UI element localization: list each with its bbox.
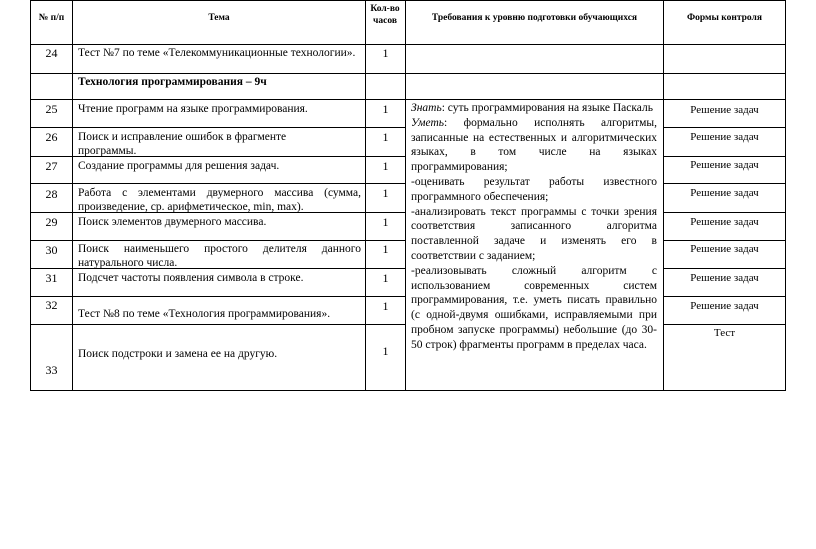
header-num: № п/п <box>38 13 65 23</box>
row-number: 27 <box>45 159 58 173</box>
header-requirements: Требования к уровню подготовки обучающихся <box>431 13 638 23</box>
row-hours: 1 <box>382 344 389 358</box>
row-divider <box>30 73 786 74</box>
row-theme: Подсчет частоты появления символа в строке. <box>78 272 304 284</box>
row-hours: 1 <box>382 299 389 313</box>
row-number: 32 <box>45 298 58 312</box>
requirements-text <box>406 101 663 353</box>
row-number: 28 <box>45 187 58 201</box>
row-theme: Поиск и исправление ошибок в фрагменте программы. <box>78 131 287 157</box>
table-border-right <box>785 0 786 391</box>
table-border-top <box>30 0 786 1</box>
row-divider <box>30 324 406 325</box>
row-divider <box>663 296 786 297</box>
row-number: 31 <box>45 271 58 285</box>
row-hours: 1 <box>382 186 389 200</box>
row-hours: 1 <box>382 242 389 256</box>
row-divider <box>30 183 406 184</box>
row-theme: Поиск наименьшего простого делителя данного натурального числа. <box>78 243 361 269</box>
requirements-know <box>411 101 657 116</box>
row-theme: Поиск элементов двумерного массива. <box>78 216 267 228</box>
header-hours: Кол-во часов <box>370 4 400 26</box>
row-control: Решение задач <box>690 159 759 171</box>
row-divider <box>30 99 786 100</box>
can-label: Уметь <box>411 116 444 129</box>
row-theme: Поиск подстроки и замена ее на другую. <box>78 348 278 360</box>
row-divider <box>30 127 406 128</box>
requirements-item: -реализовывать сложный алгоритм с использованием современных систем программирования, т.е. уметь писать правильно (с одной-двумя ошибками, исправляемыми при пробном запуске программы) небольшие (до 30-50 строк) фрагменты программ в пределах часа. <box>411 264 657 351</box>
row-hours: 1 <box>382 130 389 144</box>
row-divider <box>30 296 406 297</box>
row-control: Тест <box>713 327 736 339</box>
row-control: Решение задач <box>690 187 759 199</box>
row-hours: 1 <box>382 102 389 116</box>
row-control: Решение задач <box>690 216 759 228</box>
row-divider <box>663 324 786 325</box>
table-border-bottom <box>30 390 786 391</box>
row-control: Решение задач <box>690 104 759 116</box>
row-hours: 1 <box>382 215 389 229</box>
row-number: 25 <box>45 102 58 116</box>
row-hours: 1 <box>382 271 389 285</box>
row-divider <box>30 44 786 45</box>
row-divider <box>663 240 786 241</box>
row-divider <box>663 212 786 213</box>
row-theme: Тест №8 по теме «Технология программирования». <box>78 308 331 320</box>
know-text: : суть программирования на языке Паскаль <box>441 102 653 114</box>
know-label: Знать <box>411 102 442 114</box>
row-theme: Чтение программ на языке программирования. <box>78 103 308 115</box>
row-hours: 1 <box>382 46 389 60</box>
row-number: 24 <box>45 46 58 60</box>
can-text: : формально исполнять алгоритмы, записанные на естественных и алгоритмических языках, в том числе на языках программирования; <box>411 116 657 174</box>
row-theme: Создание программы для решения задач. <box>78 160 280 172</box>
row-number: 33 <box>45 363 58 377</box>
row-control: Решение задач <box>690 131 759 143</box>
header-control: Формы контроля <box>686 13 763 23</box>
requirements-item: -анализировать текст программы с точки зрения соответствия записанного алгоритма поставленной задаче и изменять его в соответствии с заданием; <box>411 205 657 262</box>
row-divider <box>30 240 406 241</box>
section-title: Технология программирования – 9ч <box>78 76 267 88</box>
row-control: Решение задач <box>690 243 759 255</box>
row-theme: Работа с элементами двумерного массива (сумма, произведение, ср. арифметическое, min, max). <box>78 187 361 213</box>
row-control: Решение задач <box>690 272 759 284</box>
row-hours: 1 <box>382 159 389 173</box>
row-divider <box>663 127 786 128</box>
row-number: 29 <box>45 215 58 229</box>
requirements-can <box>411 116 657 175</box>
row-divider <box>663 156 786 157</box>
row-theme: Тест №7 по теме «Телекоммуникационные технологии». <box>78 47 356 59</box>
row-divider <box>663 183 786 184</box>
row-number: 30 <box>45 243 58 257</box>
requirements-item: -оценивать результат работы известного программного обеспечения; <box>411 175 657 203</box>
row-divider <box>663 268 786 269</box>
row-control: Решение задач <box>690 300 759 312</box>
header-theme: Тема <box>208 13 230 23</box>
row-number: 26 <box>45 130 58 144</box>
